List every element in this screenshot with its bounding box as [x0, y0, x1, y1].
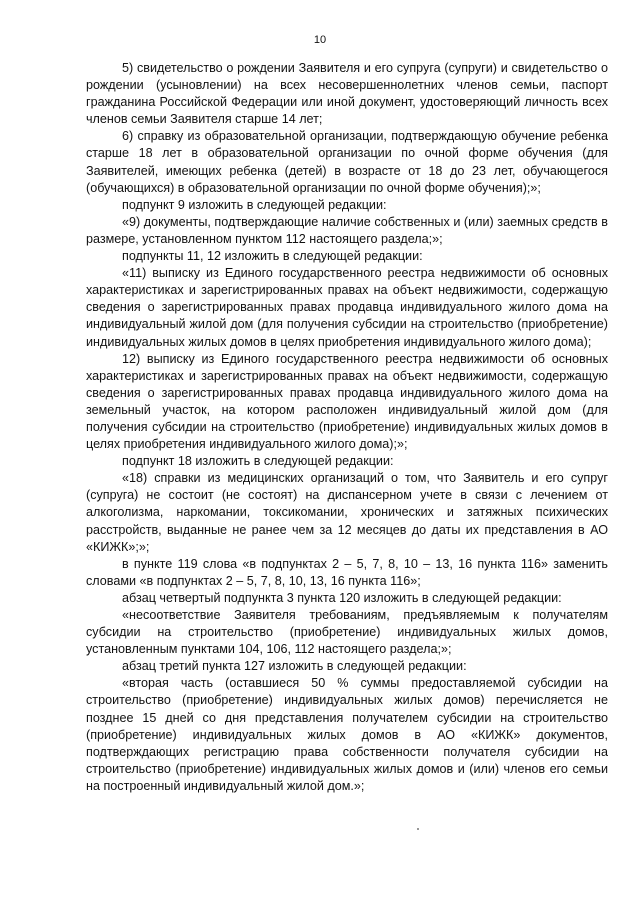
paragraph-clause-120-text: «несоответствие Заявителя требованиям, предъявляемым к получателям субсидии на строительство (приобретение) индивидуальных жилых домов, установленным пунктами 104, 106, 112 настоящего раздела;»; — [86, 608, 608, 657]
scan-speck — [417, 828, 419, 830]
paragraph-item-12: 12) выписку из Единого государственного реестра недвижимости об основных характеристиках и зарегистрированных правах на объект недвижимости, содержащую сведения о зарегистрированных правах продавца индивидуального жилого дома на земельный участок, на котором расположен индивидуальный жилой дом (для получения субсидии на строительство (приобретение) индивидуальных жилых домов в целях приобретения индивидуального жилого дома);»; — [86, 351, 608, 452]
page-number: 10 — [313, 34, 327, 46]
paragraph-item-9: «9) документы, подтверждающие наличие собственных и (или) заемных средств в размере, установленном пунктом 112 настоящего раздела;»; — [86, 214, 608, 246]
amendment-instruction-subitem-9: подпункт 9 изложить в следующей редакции: — [122, 197, 387, 212]
paragraph-item-6: 6) справку из образовательной организации, подтверждающую обучение ребенка старше 18 лет в образовательной организации по очной форме обучения (для Заявителей, имеющих ребенка (детей) в возрасте от 18 до 23 лет, обучающегося (обучающихся) в образовательной организации по очной форме обучения);»; — [86, 129, 608, 195]
amendment-clause-119: в пункте 119 слова «в подпунктах 2 – 5, 7, 8, 10 – 13, 16 пункта 116» заменить словами «в подпунктах 2 – 5, 7, 8, 10, 13, 16 пункта 116»; — [86, 556, 608, 588]
amendment-instruction-subitem-18: подпункт 18 изложить в следующей редакции: — [122, 454, 394, 469]
document-body — [86, 60, 608, 795]
paragraph-item-18: «18) справки из медицинских организаций о том, что Заявитель и его супруг (супруга) не состоит (не состоят) на диспансерном учете в связи с лечением от алкоголизма, наркомании, токсикомании, хронических и затяжных психических расстройств, выданные не ранее чем за 12 месяцев до даты их представления в АО «КИЖК»;»; — [86, 471, 608, 554]
paragraph-item-11: «11) выписку из Единого государственного реестра недвижимости об основных характеристиках и зарегистрированных правах на объект недвижимости, содержащую сведения о зарегистрированных правах продавца индивидуального жилого дома на индивидуальный жилой дом (для получения субсидии на строительство (приобретение) индивидуальных жилых домов в целях приобретения индивидуального жилого дома); — [86, 266, 608, 349]
paragraph-clause-127-text: «вторая часть (оставшиеся 50 % суммы предоставляемой субсидии на строительство (приобретение) индивидуальных жилых домов) перечисляется не позднее 15 дней со дня представления получателем субсидии на строительство (приобретение) индивидуальных жилых домов в АО «КИЖК» документов, подтверждающих регистрацию права собственности получателя субсидии на строительство (приобретение) индивидуальных жилых домов и (или) членов его семьи на построенный индивидуальный жилой дом.»; — [86, 676, 608, 793]
amendment-instruction-clause-127: абзац третий пункта 127 изложить в следующей редакции: — [122, 659, 467, 674]
amendment-instruction-subitems-11-12: подпункты 11, 12 изложить в следующей редакции: — [122, 249, 423, 264]
amendment-instruction-clause-120: абзац четвертый подпункта 3 пункта 120 изложить в следующей редакции: — [122, 590, 562, 605]
paragraph-item-5: 5) свидетельство о рождении Заявителя и его супруга (супруги) и свидетельство о рождении (усыновлении) на всех несовершеннолетних членов семьи, паспорт гражданина Российской Федерации или иной документ, удостоверяющий личность всех членов семьи Заявителя старше 14 лет; — [86, 61, 608, 127]
